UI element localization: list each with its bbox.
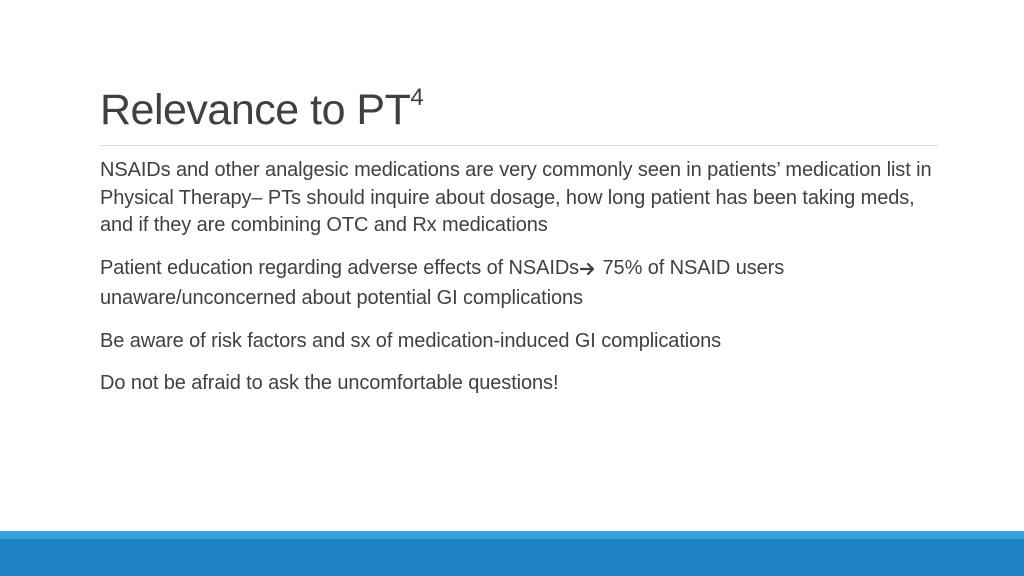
bullet-text: Do not be afraid to ask the uncomfortable questions! bbox=[100, 372, 559, 394]
slide-title-text: Relevance to PT bbox=[100, 86, 411, 134]
title-divider bbox=[100, 145, 938, 146]
right-arrow-icon bbox=[580, 258, 596, 286]
bullet-item bbox=[100, 370, 940, 398]
footer-accent-stripe bbox=[0, 531, 1024, 539]
footer-bar bbox=[0, 539, 1024, 576]
bullet-text: Patient education regarding adverse effects of NSAIDs bbox=[100, 256, 580, 279]
slide-title-superscript: 4 bbox=[410, 83, 424, 111]
slide-title bbox=[100, 84, 423, 136]
bullet-item bbox=[100, 255, 940, 313]
bullet-text: 75% of NSAID users unaware/unconcerned about potential GI complications bbox=[100, 256, 785, 309]
bullet-text: NSAIDs and other analgesic medications are very commonly seen in patients’ medication list in Physical Therapy– PTs should inquire about dosage, how long patient has been taking meds, and if they are combining OTC and Rx medications bbox=[100, 159, 932, 236]
bullet-item bbox=[100, 157, 940, 240]
bullet-list bbox=[100, 157, 940, 413]
bullet-text: Be aware of risk factors and sx of medication-induced GI complications bbox=[100, 329, 722, 352]
bullet-item bbox=[100, 328, 940, 356]
